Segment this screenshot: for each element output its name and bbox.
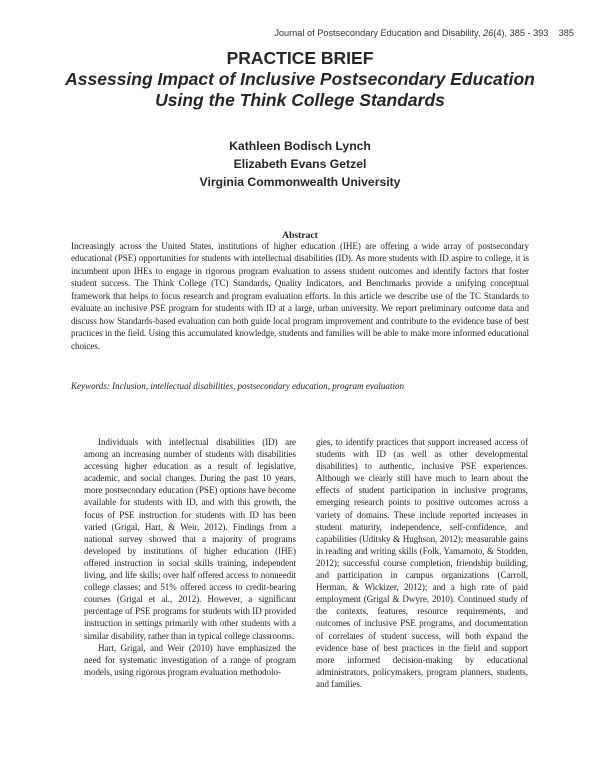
author-name: Elizabeth Evans Getzel [233, 157, 367, 171]
body-column-left [84, 436, 296, 678]
journal-name: Journal of Postsecondary Education and Disability, [274, 28, 484, 38]
page-number: 385 [558, 28, 574, 38]
body-column-right [316, 436, 528, 690]
body-paragraph: Hart, Grigal, and Weir (2010) have emphasized the need for systematic investigation of a range of program models, using rigorous program evaluation methodolo- [84, 642, 296, 677]
author-block [100, 137, 500, 191]
article-title-line-2: Using the Think College Standards [155, 90, 445, 110]
abstract-text: Increasingly across the United States, institutions of higher education (IHE) are offering a wide array of postsecondary educational (PSE) opportunities for students with intellectual disabilities (ID). As more students with ID aspire to college, it is incumbent upon IHEs to engage in rigorous program evaluation to assess student outcomes and identify factors that foster student success. The Think College (TC) Standards, Quality Indicators, and Benchmarks provide a unifying conceptual framework that helps to focus research and program evaluation efforts. In this article we describe use of the TC Standards to evaluate an inclusive PSE program for students with ID at a large, urban university. We report preliminary outcome data and discuss how Standards-based evaluation can both guide local program improvement and contribute to the evidence base of best practices in the field. Using this accumulated knowledge, students and families will be able to make more informed educational choices. [71, 241, 529, 351]
author-name: Kathleen Bodisch Lynch [229, 139, 371, 153]
journal-volume: 26 [483, 28, 494, 38]
body-paragraph: gies, to identify practices that support increased access of students with ID (as well as other developmental disabilities) to authentic, inclusive PSE experiences. Although we clearly still have much to learn about the effects of student participation in inclusive programs, emerging research points to positive outcomes across a variety of domains. These include reported increases in student maturity, independence, self-confidence, and capabilities (Uditsky & Hughson, 2012); measurable gains in reading and writing skills (Folk, Yamamoto, & Stodden, 2012); successful course completion, friendship building, and participation in campus organizations (Carroll, Herman, & Wickizer, 2012); and a high rate of paid employment (Grigal & Dwyre, 2010). Continued study of the contexts, features, resource requirements, and outcomes of inclusive PSE programs, and documentation of correlates of student success, will both expand the evidence base of best practices in the field and support more informed decision-making by educational administrators, policymakers, program planners, students, and families. [316, 437, 528, 689]
author-affiliation: Virginia Commonwealth University [199, 175, 401, 189]
title-block [60, 48, 540, 111]
journal-issue-pages: (4), 385 - 393 [493, 28, 549, 38]
article-title-line-1: Assessing Impact of Inclusive Postsecondary Education [65, 69, 535, 89]
body-paragraph: Individuals with intellectual disabilities (ID) are among an increasing number of students with disabilities accessing higher education as a result of legislative, academic, and social changes. During the past 10 years, more postsecondary education (PSE) options have become available for students with ID, and with this growth, the focus of PSE instruction for students with ID has been varied (Grigal, Hart, & Weir, 2012). Findings from a national survey showed that a majority of programs developed by institutions of higher education (IHE) offered instruction in social skills training, independent living, and life skills; over half offered access to nonneedit college classes; and 51% offered access to credit-bearing courses (Grigal et al., 2012). However, a significant percentage of PSE programs for students with ID provided instruction in settings primarily with other students with a similar disability, rather than in typical college classrooms. [84, 437, 296, 641]
running-header [274, 28, 574, 38]
article-type: PRACTICE BRIEF [226, 48, 374, 68]
keywords: Keywords: Inclusion, intellectual disabilities, postsecondary education, program evaluation [71, 381, 405, 391]
abstract-heading: Abstract [282, 230, 318, 241]
